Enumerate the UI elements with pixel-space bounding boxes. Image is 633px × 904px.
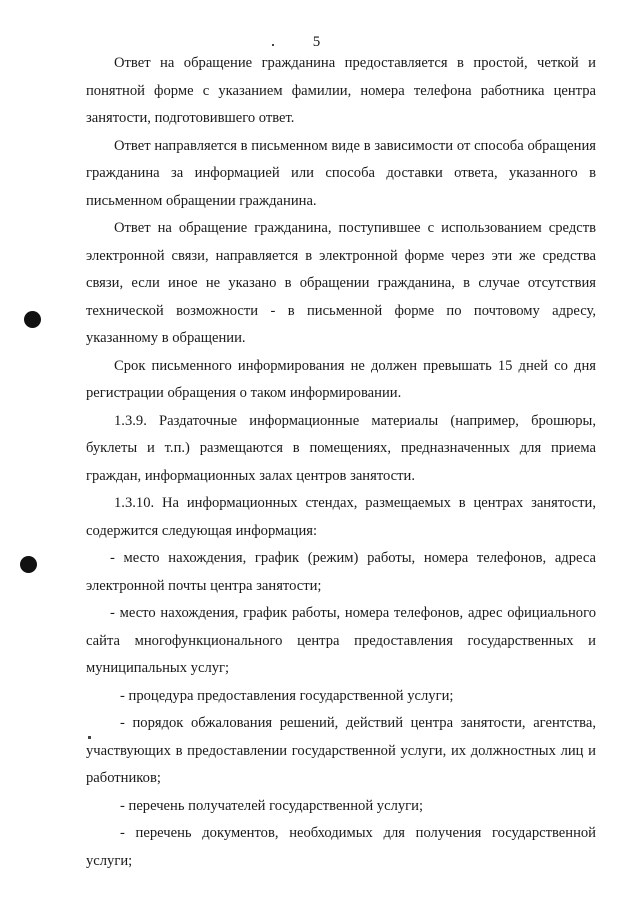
paragraph-response-form: Ответ на обращение гражданина предоставляется в простой, четкой и понятной форме с указанием фамилии, номера телефона работника центра занятости, подготовившего ответ. xyxy=(86,55,596,126)
paragraph-response-electronic: Ответ на обращение гражданина, поступившее с использованием средств электронной связи, направляется в электронной форме через эти же средства связи, если иное не указано в обращении гражданина, в случае отсутствия технической возможности - в письменной форме по почтовому адресу, указанному в обращении. xyxy=(86,220,596,346)
list-item-mfc-info: - место нахождения, график работы, номера телефонов, адрес официального сайта многофункционального центра предоставления государственных и муниципальных услуг; xyxy=(86,605,596,676)
list-item-location-contacts: - место нахождения, график (режим) работы, номера телефонов, адреса электронной почты центра занятости; xyxy=(86,550,596,594)
punch-hole-top xyxy=(24,311,41,328)
list-item-appeal-order: - порядок обжалования решений, действий центра занятости, агентства, участвующих в предоставлении государственной услуги, их должностных лиц и работников; xyxy=(86,715,596,786)
document-body xyxy=(86,50,596,875)
paragraph-response-deadline: Срок письменного информирования не должен превышать 15 дней со дня регистрации обращения о таком информировании. xyxy=(86,357,596,401)
paragraph-1-3-10: 1.3.10. На информационных стендах, размещаемых в центрах занятости, содержится следующая информация: xyxy=(86,495,596,539)
page-number: 5 xyxy=(312,34,321,50)
punch-hole-bottom xyxy=(20,556,37,573)
list-item-recipients: - перечень получателей государственной услуги; xyxy=(120,797,424,814)
list-item-procedure: - процедура предоставления государственной услуги; xyxy=(120,687,454,704)
list-item-documents: - перечень документов, необходимых для получения государственной услуги; xyxy=(86,825,596,869)
paragraph-response-written: Ответ направляется в письменном виде в зависимости от способа обращения гражданина за информацией или способа доставки ответа, указанного в письменном обращении гражданина. xyxy=(86,137,596,209)
scan-speck xyxy=(88,736,91,739)
paragraph-1-3-9: 1.3.9. Раздаточные информационные материалы (например, брошюры, буклеты и т.п.) размещаются в помещениях, предназначенных для приема граждан, информационных залах центров занятости. xyxy=(86,412,596,484)
scan-speck xyxy=(272,44,274,46)
